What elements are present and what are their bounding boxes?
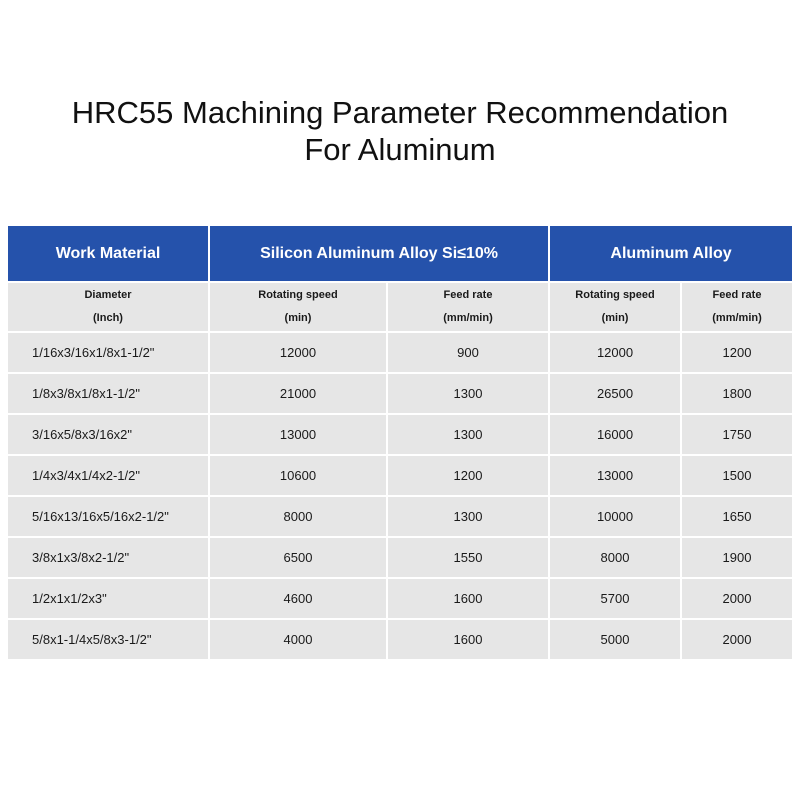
cell-diameter: 1/16x3/16x1/8x1-1/2" — [8, 333, 208, 372]
cell-al-speed: 8000 — [550, 538, 680, 577]
table-row — [8, 620, 792, 659]
cell-si-speed: 4600 — [210, 579, 386, 618]
subheader-diameter-label: Diameter — [84, 289, 132, 301]
machining-parameter-table — [6, 224, 794, 661]
cell-al-speed: 12000 — [550, 333, 680, 372]
subheader-si-feed-rate — [388, 283, 548, 331]
cell-al-speed: 13000 — [550, 456, 680, 495]
cell-al-feed: 2000 — [682, 620, 792, 659]
cell-al-feed: 2000 — [682, 579, 792, 618]
sub-header-row — [8, 283, 792, 331]
cell-al-feed: 1500 — [682, 456, 792, 495]
title-line-2: For Aluminum — [304, 132, 496, 167]
cell-diameter: 5/8x1-1/4x5/8x3-1/2" — [8, 620, 208, 659]
cell-si-feed: 900 — [388, 333, 548, 372]
cell-diameter: 1/2x1x1/2x3" — [8, 579, 208, 618]
subheader-si-speed-unit: (min) — [284, 312, 312, 324]
table-row — [8, 579, 792, 618]
title-line-1: HRC55 Machining Parameter Recommendation — [71, 95, 729, 130]
cell-si-feed: 1600 — [388, 579, 548, 618]
cell-al-feed: 1650 — [682, 497, 792, 536]
table-row — [8, 456, 792, 495]
cell-al-feed: 1200 — [682, 333, 792, 372]
cell-al-speed: 16000 — [550, 415, 680, 454]
subheader-si-speed-label: Rotating speed — [258, 289, 338, 301]
table-row — [8, 333, 792, 372]
cell-si-speed: 4000 — [210, 620, 386, 659]
subheader-al-rotating-speed — [550, 283, 680, 331]
table-row — [8, 497, 792, 536]
table-row — [8, 538, 792, 577]
subheader-al-speed-label: Rotating speed — [575, 289, 655, 301]
cell-al-speed: 5700 — [550, 579, 680, 618]
cell-al-feed: 1750 — [682, 415, 792, 454]
cell-si-speed: 6500 — [210, 538, 386, 577]
subheader-al-feed-unit: (mm/min) — [712, 312, 762, 324]
header-work-material: Work Material — [8, 226, 208, 281]
cell-si-speed: 13000 — [210, 415, 386, 454]
cell-al-speed: 26500 — [550, 374, 680, 413]
cell-diameter: 1/8x3/8x1/8x1-1/2" — [8, 374, 208, 413]
cell-al-speed: 10000 — [550, 497, 680, 536]
cell-diameter: 3/8x1x3/8x2-1/2" — [8, 538, 208, 577]
cell-al-speed: 5000 — [550, 620, 680, 659]
cell-si-feed: 1300 — [388, 374, 548, 413]
header-aluminum-alloy: Aluminum Alloy — [550, 226, 792, 281]
subheader-al-feed-label: Feed rate — [712, 289, 762, 301]
cell-diameter: 5/16x13/16x5/16x2-1/2" — [8, 497, 208, 536]
cell-si-speed: 21000 — [210, 374, 386, 413]
subheader-si-rotating-speed — [210, 283, 386, 331]
cell-si-feed: 1550 — [388, 538, 548, 577]
cell-si-feed: 1600 — [388, 620, 548, 659]
cell-si-speed: 8000 — [210, 497, 386, 536]
subheader-si-feed-unit: (mm/min) — [443, 312, 493, 324]
subheader-diameter-unit: (Inch) — [93, 312, 123, 324]
subheader-diameter — [8, 283, 208, 331]
cell-si-feed: 1200 — [388, 456, 548, 495]
cell-si-feed: 1300 — [388, 415, 548, 454]
cell-si-feed: 1300 — [388, 497, 548, 536]
subheader-si-feed-label: Feed rate — [443, 289, 493, 301]
cell-al-feed: 1900 — [682, 538, 792, 577]
table-row — [8, 374, 792, 413]
table-row — [8, 415, 792, 454]
cell-diameter: 1/4x3/4x1/4x2-1/2" — [8, 456, 208, 495]
cell-diameter: 3/16x5/8x3/16x2" — [8, 415, 208, 454]
page-title — [0, 94, 800, 168]
cell-al-feed: 1800 — [682, 374, 792, 413]
cell-si-speed: 10600 — [210, 456, 386, 495]
group-header-row — [8, 226, 792, 281]
subheader-al-speed-unit: (min) — [601, 312, 629, 324]
header-silicon-aluminum-alloy: Silicon Aluminum Alloy Si≤10% — [210, 226, 548, 281]
cell-si-speed: 12000 — [210, 333, 386, 372]
subheader-al-feed-rate — [682, 283, 792, 331]
